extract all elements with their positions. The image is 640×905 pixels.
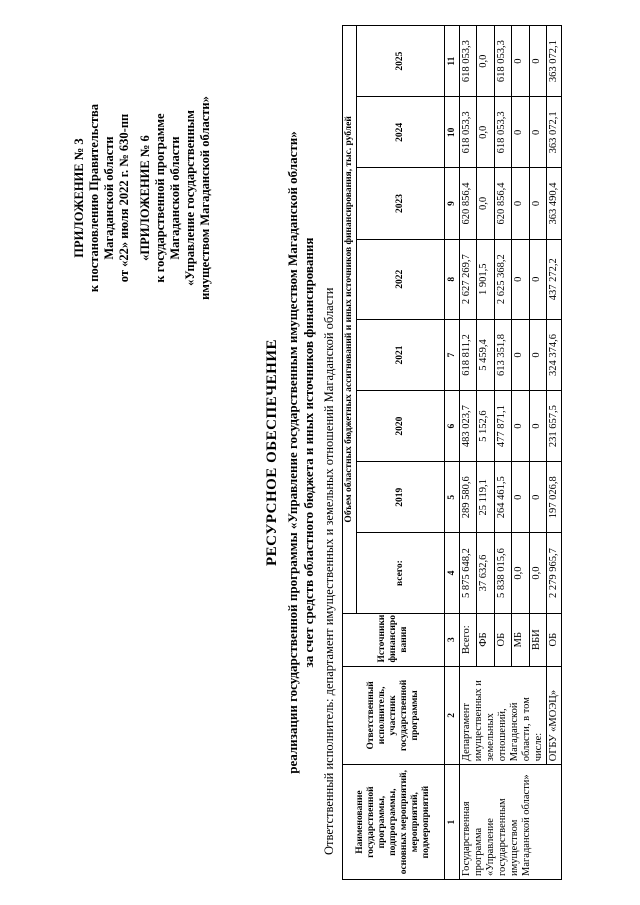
column-number: 4 — [445, 533, 460, 613]
value-cell: 613 351,8 — [494, 319, 511, 390]
column-number: 10 — [445, 97, 460, 168]
value-cell: 264 461,5 — [494, 462, 511, 533]
value-cell: 477 871,1 — [494, 391, 511, 462]
program-name-cell: Государственная программа «Управление государственным имуществом Магаданской области» — [460, 765, 562, 880]
value-cell: 618 811,2 — [460, 319, 477, 390]
column-number: 3 — [445, 613, 460, 666]
header-year: 2023 — [357, 168, 445, 239]
appendix-header — [72, 73, 132, 323]
source-cell: Всего: — [460, 613, 477, 666]
value-cell: 0 — [512, 26, 529, 97]
value-cell: 0 — [512, 239, 529, 319]
column-number: 9 — [445, 168, 460, 239]
value-cell: 618 053,3 — [494, 26, 511, 97]
column-number: 8 — [445, 239, 460, 319]
program-appendix-line: к государственной программе — [153, 113, 167, 283]
column-number: 2 — [445, 666, 460, 765]
appendix-date: от «22» июля 2022 г. № 630-пп — [117, 113, 131, 283]
value-cell: 618 053,3 — [494, 97, 511, 168]
value-cell: 618 053,3 — [460, 26, 477, 97]
header-year: 2025 — [357, 26, 445, 97]
value-cell: 289 580,6 — [460, 462, 477, 533]
value-cell: 0 — [512, 97, 529, 168]
value-cell: 5 459,4 — [477, 319, 494, 390]
column-number-row — [445, 26, 460, 880]
appendix-line: Магаданской области — [102, 136, 116, 260]
header-year: 2024 — [357, 97, 445, 168]
document-subtitle-2: за счет средств областного бюджета и иных источников финансирования — [301, 237, 316, 668]
document-subtitle: реализации государственной программы «Управление государственным имуществом Магаданской области» — [285, 131, 300, 774]
appendix-number: ПРИЛОЖЕНИЕ № 3 — [72, 138, 86, 258]
value-cell: 0 — [529, 97, 546, 168]
table-row — [547, 26, 562, 880]
program-appendix-line: «Управление государственным — [183, 110, 197, 286]
value-cell: 437 272,2 — [547, 239, 562, 319]
program-appendix-line: Магаданской области — [168, 136, 182, 260]
value-cell: 0 — [512, 319, 529, 390]
appendix-line: к постановлению Правительства — [87, 103, 101, 293]
value-cell: 483 023,7 — [460, 391, 477, 462]
value-cell: 0 — [529, 239, 546, 319]
value-cell: 363 072,1 — [547, 97, 562, 168]
value-cell: 0 — [529, 391, 546, 462]
table-row — [460, 26, 477, 880]
header-year: 2020 — [357, 391, 445, 462]
header-funding-source: Источники финансиро вания — [343, 613, 445, 666]
program-appendix-header — [138, 63, 213, 333]
value-cell: 324 374,6 — [547, 319, 562, 390]
column-number: 1 — [445, 765, 460, 880]
value-cell: 5 838 015,6 — [494, 533, 511, 613]
executor-cell: Департамент имущественных и земельных отношений, Магаданской области, в том числе: — [460, 666, 547, 765]
value-cell: 0 — [529, 168, 546, 239]
header-year: 2019 — [357, 462, 445, 533]
value-cell: 0 — [512, 168, 529, 239]
document-title: РЕСУРСНОЕ ОБЕСПЕЧЕНИЕ — [264, 338, 280, 567]
value-cell: 0,0 — [529, 533, 546, 613]
responsible-executor: Ответственный исполнитель: департамент имущественных и земельных отношений Магаданской области — [322, 287, 336, 855]
value-cell: 0 — [529, 319, 546, 390]
value-cell: 0,0 — [477, 97, 494, 168]
value-cell: 197 026,8 — [547, 462, 562, 533]
value-cell: 0,0 — [477, 168, 494, 239]
source-cell: ФБ — [477, 613, 494, 666]
value-cell: 363 490,4 — [547, 168, 562, 239]
source-cell: ОБ — [547, 613, 562, 666]
source-cell: ВБИ — [529, 613, 546, 666]
header-year: 2021 — [357, 319, 445, 390]
value-cell: 0 — [512, 462, 529, 533]
value-cell: 5 152,6 — [477, 391, 494, 462]
program-appendix-line: имуществом Магаданской области» — [198, 96, 212, 300]
value-cell: 620 856,4 — [460, 168, 477, 239]
column-number: 6 — [445, 391, 460, 462]
source-cell: МБ — [512, 613, 529, 666]
value-cell: 620 856,4 — [494, 168, 511, 239]
resource-table — [342, 25, 562, 880]
value-cell: 25 119,1 — [477, 462, 494, 533]
column-number: 11 — [445, 26, 460, 97]
value-cell: 0,0 — [477, 26, 494, 97]
value-cell: 5 875 648,2 — [460, 533, 477, 613]
value-cell: 2 627 269,7 — [460, 239, 477, 319]
header-program-name: Наименование государственной программы, подпрограммы, основных мероприятий, мероприятий, подмероприятий — [343, 765, 445, 880]
column-number: 5 — [445, 462, 460, 533]
value-cell: 363 072,1 — [547, 26, 562, 97]
header-year: 2022 — [357, 239, 445, 319]
value-cell: 618 053,3 — [460, 97, 477, 168]
value-cell: 231 657,5 — [547, 391, 562, 462]
header-year: всего: — [357, 533, 445, 613]
header-volume: Объем областных бюджетных ассигнований и иных источников финансирования, тыс. рублей — [343, 26, 357, 614]
value-cell: 0 — [529, 462, 546, 533]
value-cell: 0 — [529, 26, 546, 97]
program-appendix-number: «ПРИЛОЖЕНИЕ № 6 — [138, 135, 152, 261]
value-cell: 37 632,6 — [477, 533, 494, 613]
value-cell: 0,0 — [512, 533, 529, 613]
value-cell: 1 901,5 — [477, 239, 494, 319]
column-number: 7 — [445, 319, 460, 390]
value-cell: 2 625 368,2 — [494, 239, 511, 319]
source-cell: ОБ — [494, 613, 511, 666]
participant-cell: ОГБУ «МОЭЦ» — [547, 666, 562, 765]
value-cell: 0 — [512, 391, 529, 462]
value-cell: 2 279 965,7 — [547, 533, 562, 613]
header-executor: Ответственный исполнитель, участник государственной программы — [343, 666, 445, 765]
